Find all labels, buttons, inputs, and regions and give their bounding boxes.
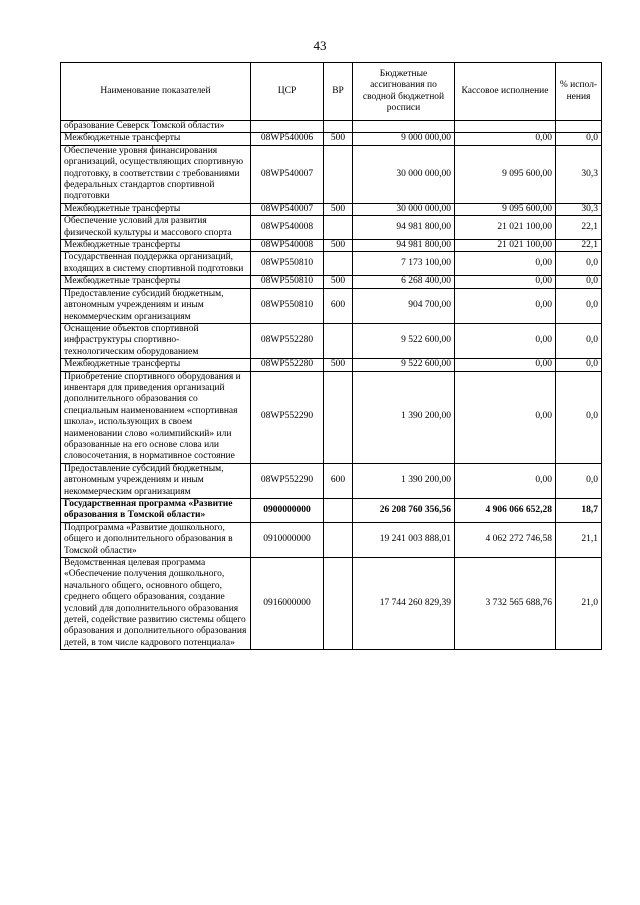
cell-budget: 94 981 800,00 [353,240,455,252]
cell-name: Государственная программа «Развитие образования в Томской области» [61,499,251,523]
cell-name: Межбюджетные трансферты [61,240,251,252]
cell-name: Межбюджетные трансферты [61,203,251,215]
cell-pct: 0,0 [556,463,602,498]
cell-budget: 17 744 260 829,39 [353,558,455,650]
page-number: 43 [313,38,327,53]
cell-cash: 0,00 [455,359,556,371]
cell-name: Оснащение объектов спортивной инфраструктуры спортивно-технологическим оборудованием [61,323,251,358]
table-row [61,133,602,145]
cell-csr: 0910000000 [251,522,324,557]
cell-budget: 26 208 760 356,56 [353,499,455,523]
cell-budget: 94 981 800,00 [353,216,455,240]
cell-name: Подпрограмма «Развитие дошкольного, общего и дополнительного образования в Томской области» [61,522,251,557]
cell-pct: 21,1 [556,522,602,557]
cell-cash [455,121,556,133]
cell-vr [324,252,353,276]
cell-vr [324,121,353,133]
cell-csr: 08WP540006 [251,133,324,145]
cell-name: Государственная поддержка организаций, входящих в систему спортивной подготовки [61,252,251,276]
table-row [61,288,602,323]
cell-pct: 21,0 [556,558,602,650]
table-row [61,371,602,463]
cell-cash: 0,00 [455,463,556,498]
table-row [61,240,602,252]
cell-pct: 0,0 [556,371,602,463]
cell-pct: 0,0 [556,252,602,276]
cell-cash: 21 021 100,00 [455,240,556,252]
cell-name: Приобретение спортивного оборудования и инвентаря для приведения организаций дополнительного образования со специальным наименованием «спортивная школа», использующих в своем наименовании слово «олимпийский» или образованные на его основе слова или словосочетания, в нормативное состояние [61,371,251,463]
cell-name: Межбюджетные трансферты [61,359,251,371]
table-row [61,121,602,133]
cell-csr: 08WP552280 [251,359,324,371]
cell-budget: 1 390 200,00 [353,463,455,498]
cell-cash: 4 062 272 746,58 [455,522,556,557]
cell-budget: 30 000 000,00 [353,203,455,215]
cell-name: Обеспечение уровня финансирования организаций, осуществляющих спортивную подготовку, в соответствии с требованиями федеральных стандартов спортивной подготовки [61,145,251,203]
cell-cash: 21 021 100,00 [455,216,556,240]
cell-budget: 904 700,00 [353,288,455,323]
header-budget: Бюджетные ассигнования по сводной бюджетной росписи [353,63,455,121]
cell-name: Обеспечение условий для развития физической культуры и массового спорта [61,216,251,240]
cell-csr: 08WP552280 [251,323,324,358]
cell-pct: 0,0 [556,359,602,371]
cell-vr [324,216,353,240]
cell-name: Ведомственная целевая программа «Обеспечение получения дошкольного, начального общего, основного общего, среднего общего образования, создание условий для дополнительного образования детей, содействие развитию системы общего образования и дополнительного образования детей, в том числе кадрового потенциала» [61,558,251,650]
table-row [61,499,602,523]
cell-cash: 4 906 066 652,28 [455,499,556,523]
cell-name: Предоставление субсидий бюджетным, автономным учреждениям и иным некоммерческим организациям [61,463,251,498]
cell-budget: 9 522 600,00 [353,359,455,371]
cell-name: Предоставление субсидий бюджетным, автономным учреждениям и иным некоммерческим организациям [61,288,251,323]
header-csr: ЦСР [251,63,324,121]
header-pct: % испол-нения [556,63,602,121]
cell-pct: 0,0 [556,323,602,358]
cell-cash: 9 095 600,00 [455,203,556,215]
cell-csr: 08WP540007 [251,145,324,203]
header-cash: Кассовое исполнение [455,63,556,121]
cell-cash: 0,00 [455,276,556,288]
cell-vr: 500 [324,203,353,215]
cell-vr: 500 [324,240,353,252]
cell-cash: 0,00 [455,252,556,276]
table-row [61,276,602,288]
cell-csr: 08WP552290 [251,463,324,498]
cell-cash: 3 732 565 688,76 [455,558,556,650]
cell-budget: 19 241 003 888,01 [353,522,455,557]
table-row [61,203,602,215]
table-row [61,323,602,358]
cell-budget: 30 000 000,00 [353,145,455,203]
cell-budget: 7 173 100,00 [353,252,455,276]
cell-csr: 08WP550810 [251,288,324,323]
cell-vr: 600 [324,463,353,498]
cell-csr: 0916000000 [251,558,324,650]
table-row [61,216,602,240]
table-row [61,522,602,557]
cell-csr: 08WP550810 [251,252,324,276]
cell-budget: 9 522 600,00 [353,323,455,358]
cell-pct: 0,0 [556,276,602,288]
table-header-row [61,63,602,121]
cell-vr [324,323,353,358]
cell-name: Межбюджетные трансферты [61,276,251,288]
cell-cash: 0,00 [455,133,556,145]
cell-vr: 500 [324,133,353,145]
table-row [61,145,602,203]
cell-pct: 0,0 [556,133,602,145]
cell-vr [324,145,353,203]
cell-vr: 500 [324,276,353,288]
cell-cash: 0,00 [455,371,556,463]
header-vr: ВР [324,63,353,121]
cell-csr: 0900000000 [251,499,324,523]
cell-pct [556,121,602,133]
table-row [61,359,602,371]
cell-budget: 9 000 000,00 [353,133,455,145]
cell-cash: 0,00 [455,323,556,358]
cell-vr [324,558,353,650]
budget-table [60,62,602,650]
cell-name: Межбюджетные трансферты [61,133,251,145]
table-row [61,463,602,498]
cell-budget: 1 390 200,00 [353,371,455,463]
cell-pct: 22,1 [556,216,602,240]
cell-csr: 08WP540007 [251,203,324,215]
table-body [61,121,602,650]
cell-vr [324,522,353,557]
cell-csr: 08WP540008 [251,240,324,252]
table-row [61,252,602,276]
cell-csr: 08WP540008 [251,216,324,240]
cell-cash: 9 095 600,00 [455,145,556,203]
cell-vr [324,371,353,463]
cell-budget: 6 268 400,00 [353,276,455,288]
cell-pct: 30,3 [556,145,602,203]
header-name: Наименование показателей [61,63,251,121]
cell-vr [324,499,353,523]
cell-csr: 08WP552290 [251,371,324,463]
cell-vr: 500 [324,359,353,371]
cell-pct: 22,1 [556,240,602,252]
cell-pct: 30,3 [556,203,602,215]
cell-budget [353,121,455,133]
cell-name: образование Северск Томской области» [61,121,251,133]
cell-cash: 0,00 [455,288,556,323]
cell-csr: 08WP550810 [251,276,324,288]
cell-csr [251,121,324,133]
cell-pct: 18,7 [556,499,602,523]
cell-vr: 600 [324,288,353,323]
cell-pct: 0,0 [556,288,602,323]
table-row [61,558,602,650]
